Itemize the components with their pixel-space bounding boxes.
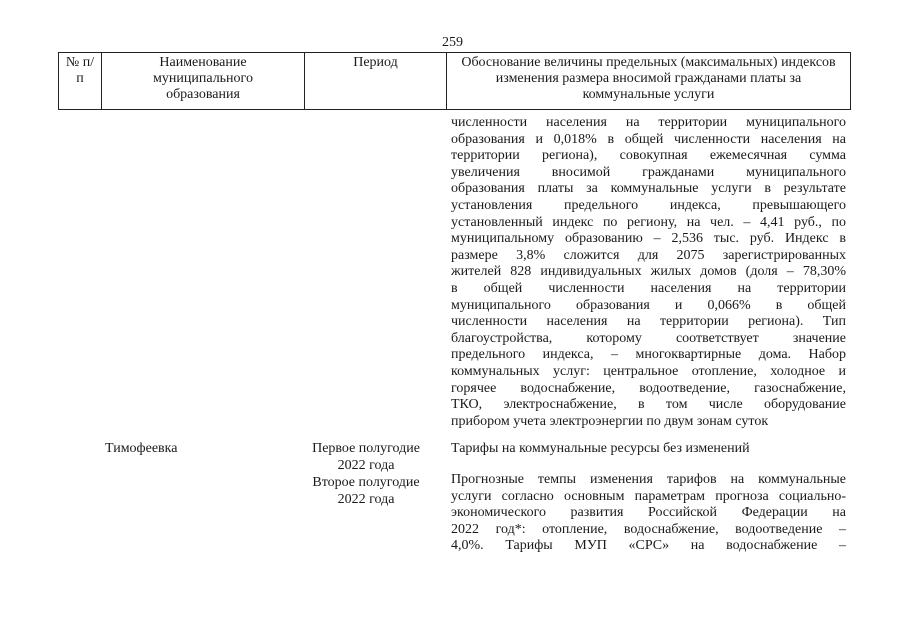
text-line: образования платы за коммунальные услуги в результате [451, 181, 846, 197]
text-line: горячее водоснабжение, водоотведение, газоснабжение, [451, 380, 846, 396]
text-line: коммунальных услуг: центральное отопление, холодное и [451, 363, 846, 379]
header-col-period: Период [305, 53, 447, 110]
text-line: установленный индекс по региону, на чел. – 4,41 руб., по [451, 214, 846, 230]
municipality-name: Тимофеевка [105, 441, 178, 456]
text-line: в общей численности населения на территории [451, 280, 846, 296]
text-line: Прогнозные темпы изменения тарифов на коммунальные [451, 472, 846, 487]
period-label-line: 2022 года [337, 457, 395, 473]
text-line: увеличения вносимой гражданами муниципального [451, 164, 846, 180]
header-col-number: № п/п [59, 53, 102, 110]
text-line: размере 3,8% сложится для 2075 зарегистрированных [451, 247, 846, 263]
text-line: муниципального образования и 0,066% в общей [451, 297, 846, 313]
text-line: численности населения на территории региона). Тип [451, 314, 846, 330]
text-line: 2022 год*: отопление, водоснабжение, водоотведение – [451, 521, 846, 537]
text-line: численности населения на территории муниципального [451, 115, 846, 130]
continued-basis-text [451, 115, 846, 440]
period-first-basis [451, 441, 846, 458]
page-number: 259 [442, 35, 463, 50]
text-line: услуги согласно основным параметрам прогноза социально- [451, 488, 846, 504]
text-line: экономического развития Российской Федерации на [451, 505, 846, 521]
period-label-line: 2022 года [337, 491, 395, 507]
text-line: благоустройства, которому соответствует значение [451, 330, 846, 346]
text-line: территории региона), совокупная ежемесячная сумма [451, 148, 846, 164]
header-col-municipality: Наименование муниципального образования [102, 53, 305, 110]
text-line: 4,0%. Тарифы МУП «СРС» на водоснабжение – [451, 538, 846, 554]
text-line: ТКО, электроснабжение, в том числе оборудование [451, 397, 846, 413]
table-header [58, 52, 851, 110]
period-second-half [296, 475, 436, 508]
text-line: образования и 0,018% в общей численности населения на [451, 131, 846, 147]
text-line: муниципальному образованию – 2,536 тыс. руб. Индекс в [451, 231, 846, 247]
period-first-half [296, 441, 436, 474]
text-line: Тарифы на коммунальные ресурсы без изменений [451, 441, 750, 456]
text-line: установления предельного индекса, превышающего [451, 197, 846, 213]
period-label-line: Первое полугодие [312, 441, 420, 456]
text-line: жителей 828 индивидуальных жилых домов (доля – 78,30% [451, 264, 846, 280]
period-second-basis [451, 472, 846, 555]
header-col-basis: Обоснование величины предельных (максимальных) индексов изменения размера вносимой гражданами платы за коммунальные услуги [447, 53, 851, 110]
text-line: предельного индекса, – многоквартирные дома. Набор [451, 347, 846, 363]
text-line: прибором учета электроэнергии по двум зонам суток [451, 413, 769, 429]
period-label-line: Второе полугодие [312, 475, 420, 490]
